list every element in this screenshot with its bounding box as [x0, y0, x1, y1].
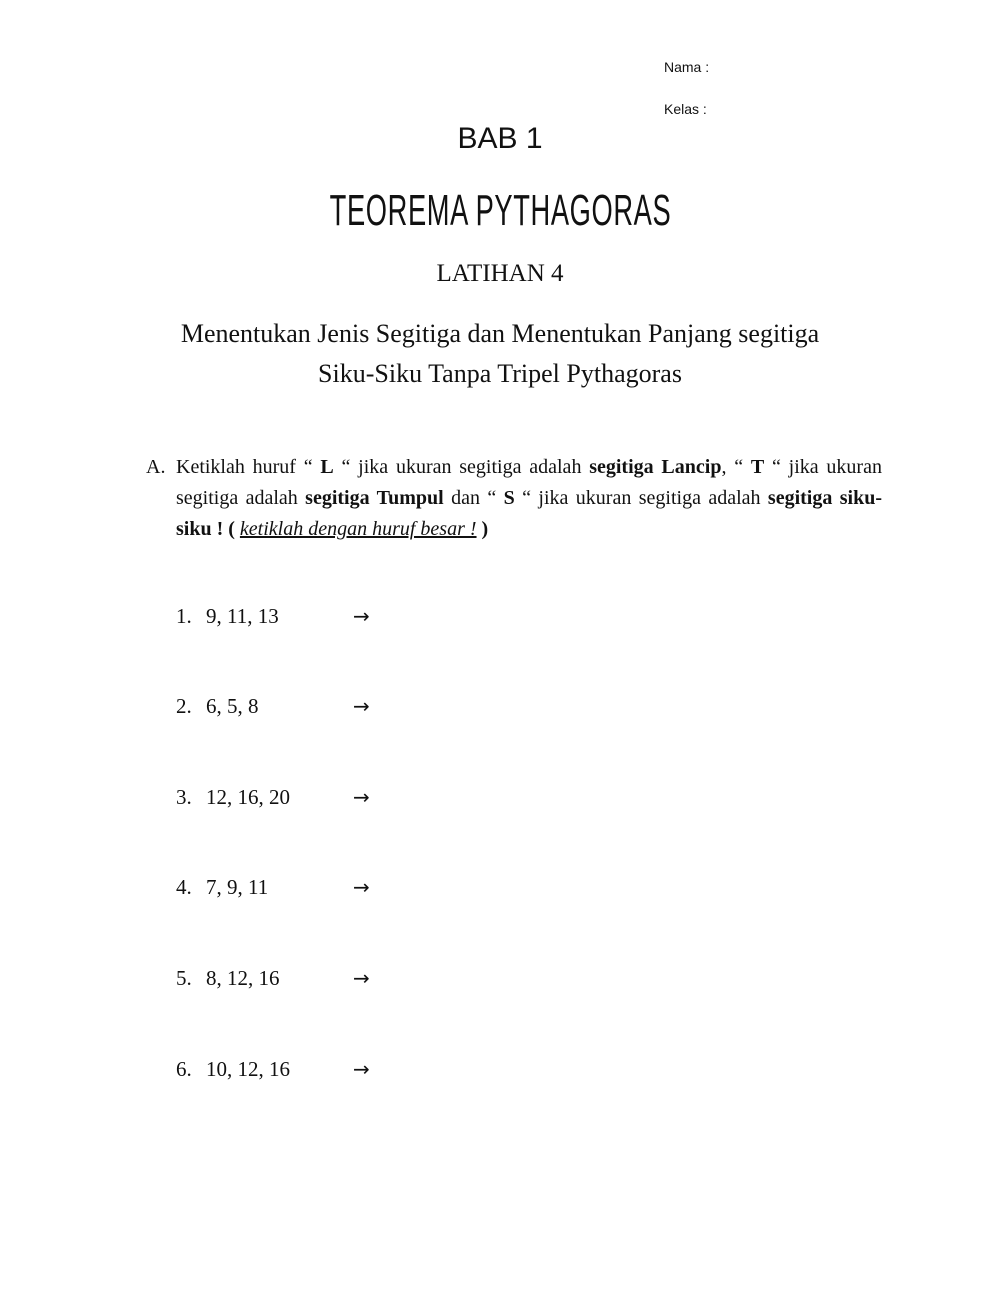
page-title [0, 186, 1000, 236]
item-number: 1. [176, 604, 192, 628]
item-values: 7, 9, 11 [206, 875, 269, 899]
instruction [146, 452, 882, 545]
text: dan “ [443, 487, 504, 509]
item-number: 6. [176, 1057, 192, 1081]
arrow-right-icon: → [353, 875, 370, 899]
chapter-heading: BAB 1 [457, 122, 543, 155]
item-number: 2. [176, 694, 192, 718]
item-values: 12, 16, 20 [206, 785, 290, 809]
question-item [176, 966, 476, 996]
question-item [176, 785, 476, 815]
text: “ jika ukuran segitiga adalah [176, 456, 882, 509]
arrow-right-icon: → [353, 1057, 370, 1081]
arrow-right-icon: → [353, 966, 370, 990]
text: , “ [721, 456, 751, 478]
text: “ jika ukuran segitiga adalah [514, 487, 768, 509]
item-number: 3. [176, 785, 192, 809]
question-item [176, 604, 476, 634]
question-item [176, 1057, 476, 1087]
text: ) [476, 518, 489, 540]
term-siku: segitiga siku-siku ! ( [176, 487, 882, 540]
instruction-note: ketiklah dengan huruf besar ! [239, 518, 477, 540]
item-number: 4. [176, 875, 192, 899]
item-values: 10, 12, 16 [206, 1057, 290, 1081]
item-number: 5. [176, 966, 192, 990]
question-item [176, 875, 476, 905]
item-values: 8, 12, 16 [206, 966, 280, 990]
subtitle-line-1: Menentukan Jenis Segitiga dan Menentukan Panjang segitiga [180, 319, 820, 348]
subtitle-line-2: Siku-Siku Tanpa Tripel Pythagoras [318, 359, 682, 388]
instruction-label: A. [146, 456, 166, 478]
arrow-right-icon: → [353, 604, 370, 628]
text: Ketiklah huruf “ [176, 456, 321, 478]
term-tumpul: segitiga Tumpul [305, 487, 444, 509]
item-values: 9, 11, 13 [206, 604, 279, 628]
arrow-right-icon: → [353, 694, 370, 718]
subtitle [100, 314, 900, 394]
exercise-heading: LATIHAN 4 [436, 260, 564, 287]
arrow-right-icon: → [353, 785, 370, 809]
term-lancip: segitiga Lancip [589, 456, 722, 478]
instruction-text [176, 452, 882, 545]
letter-l: L [320, 456, 334, 478]
kelas-label: Kelas : [664, 101, 707, 117]
letter-t: T [750, 456, 765, 478]
question-item [176, 694, 476, 724]
nama-label: Nama : [664, 59, 710, 75]
item-values: 6, 5, 8 [206, 694, 259, 718]
text: “ jika ukuran segitiga adalah [333, 456, 590, 478]
letter-s: S [503, 487, 515, 509]
title-text: TEOREMA PYTHAGORAS [329, 186, 671, 235]
